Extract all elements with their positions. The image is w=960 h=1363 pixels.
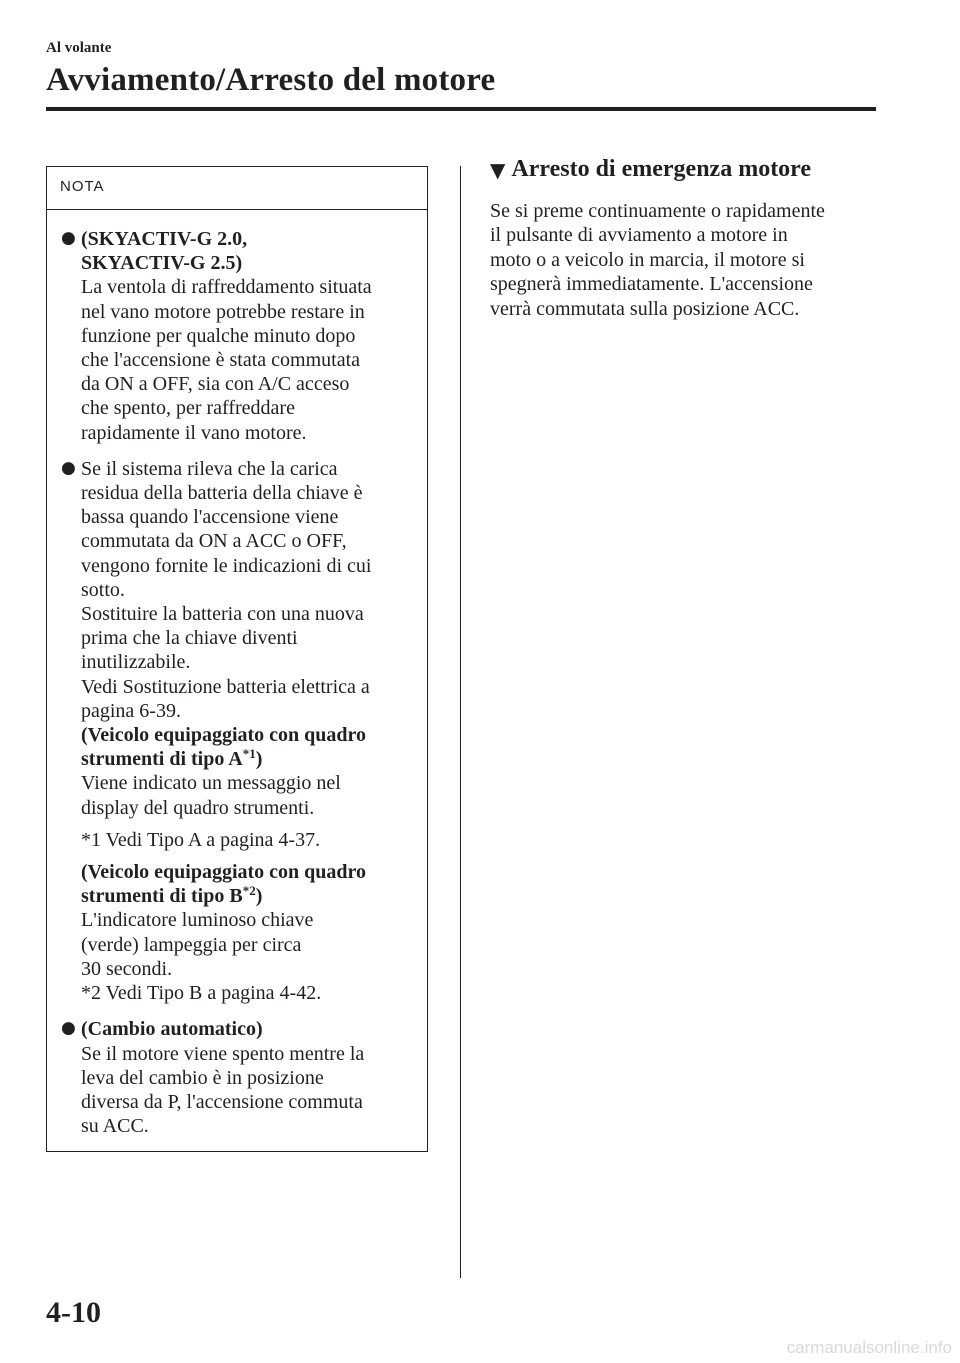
type-b-heading [81, 884, 415, 908]
emergency-line: spegnerà immediatamente. L'accensione [490, 273, 813, 296]
column-divider [460, 166, 461, 1278]
page-number: 4-10 [46, 1296, 101, 1329]
watermark: carmanualsonline.info [786, 1338, 952, 1357]
type-b-heading-text: strumenti di tipo B [81, 885, 243, 908]
note-item-cooling-fan [61, 227, 415, 445]
note-line: Se il sistema rileva che la carica [81, 457, 338, 480]
note-body [47, 210, 427, 1138]
bullet-icon: ● [61, 1018, 76, 1039]
footnote-1: *1 Vedi Tipo A a pagina 4-37. [81, 828, 321, 851]
note-line: commutata da ON a ACC o OFF, [81, 530, 347, 553]
type-a-heading [81, 747, 415, 771]
footnote-ref: *2 [242, 883, 256, 899]
note-line: display del quadro strumenti. [81, 796, 315, 819]
automatic-heading: (Cambio automatico) [81, 1018, 263, 1041]
note-line: prima che la chiave diventi [81, 627, 298, 650]
note-line: funzione per qualche minuto dopo [81, 324, 356, 347]
note-line: diversa da P, l'accensione commuta [81, 1090, 363, 1113]
note-line: nel vano motore potrebbe restare in [81, 300, 365, 323]
emergency-line: verrà commutata sulla posizione ACC. [490, 297, 800, 320]
type-a-heading: (Veicolo equipaggiato con quadro [81, 724, 367, 747]
triangle-down-icon: ▼ [490, 157, 506, 182]
note-line: La ventola di raffreddamento situata [81, 276, 372, 299]
type-a-heading-close: ) [255, 748, 263, 771]
note-item-key-battery [61, 457, 415, 1005]
type-b-heading: (Veicolo equipaggiato con quadro [81, 861, 367, 884]
note-line: rapidamente il vano motore. [81, 421, 307, 444]
note-line: da ON a OFF, sia con A/C acceso [81, 373, 350, 396]
emergency-line: moto o a veicolo in marcia, il motore si [490, 248, 805, 271]
note-line: L'indicatore luminoso chiave [81, 909, 314, 932]
emergency-line: Se si preme continuamente o rapidamente [490, 200, 825, 222]
note-line: pagina 6-39. [81, 699, 181, 722]
title-rule [46, 107, 876, 111]
engine-variant-heading: SKYACTIV-G 2.5) [81, 252, 243, 275]
note-line: Se il motore viene spento mentre la [81, 1042, 365, 1065]
engine-variant-heading: (SKYACTIV-G 2.0, [81, 228, 248, 250]
bullet-icon: ● [61, 457, 76, 478]
note-line: Viene indicato un messaggio nel [81, 772, 341, 795]
note-line: 30 secondi. [81, 957, 173, 980]
note-line: Vedi Sostituzione batteria elettrica a [81, 675, 370, 698]
note-line: bassa quando l'accensione viene [81, 506, 339, 529]
bullet-icon: ● [61, 228, 76, 248]
emergency-heading [490, 156, 880, 183]
note-line: su ACC. [81, 1115, 149, 1138]
type-a-heading-text: strumenti di tipo A [81, 748, 243, 771]
spacer [81, 852, 415, 860]
note-line: leva del cambio è in posizione [81, 1066, 324, 1089]
note-item-automatic [61, 1017, 415, 1138]
spacer [81, 820, 415, 828]
emergency-line: il pulsante di avviamento a motore in [490, 224, 788, 247]
note-line: sotto. [81, 578, 125, 601]
emergency-title: Arresto di emergenza motore [511, 156, 812, 182]
note-line: Sostituire la batteria con una nuova [81, 603, 364, 626]
page-title: Avviamento/Arresto del motore [46, 62, 496, 98]
note-box [46, 166, 428, 1152]
note-line: che spento, per raffreddare [81, 397, 295, 420]
note-line: residua della batteria della chiave è [81, 482, 363, 505]
note-line: (verde) lampeggia per circa [81, 933, 302, 956]
section-label: Al volante [46, 40, 112, 56]
type-b-heading-close: ) [255, 885, 263, 908]
emergency-stop-section [490, 156, 880, 321]
note-line: vengono fornite le indicazioni di cui [81, 554, 372, 577]
emergency-text [490, 199, 880, 321]
note-label: NOTA [47, 167, 427, 210]
note-line: che l'accensione è stata commutata [81, 349, 361, 372]
footnote-2: *2 Vedi Tipo B a pagina 4-42. [81, 982, 322, 1005]
note-line: inutilizzabile. [81, 651, 191, 674]
footnote-ref: *1 [242, 746, 256, 762]
